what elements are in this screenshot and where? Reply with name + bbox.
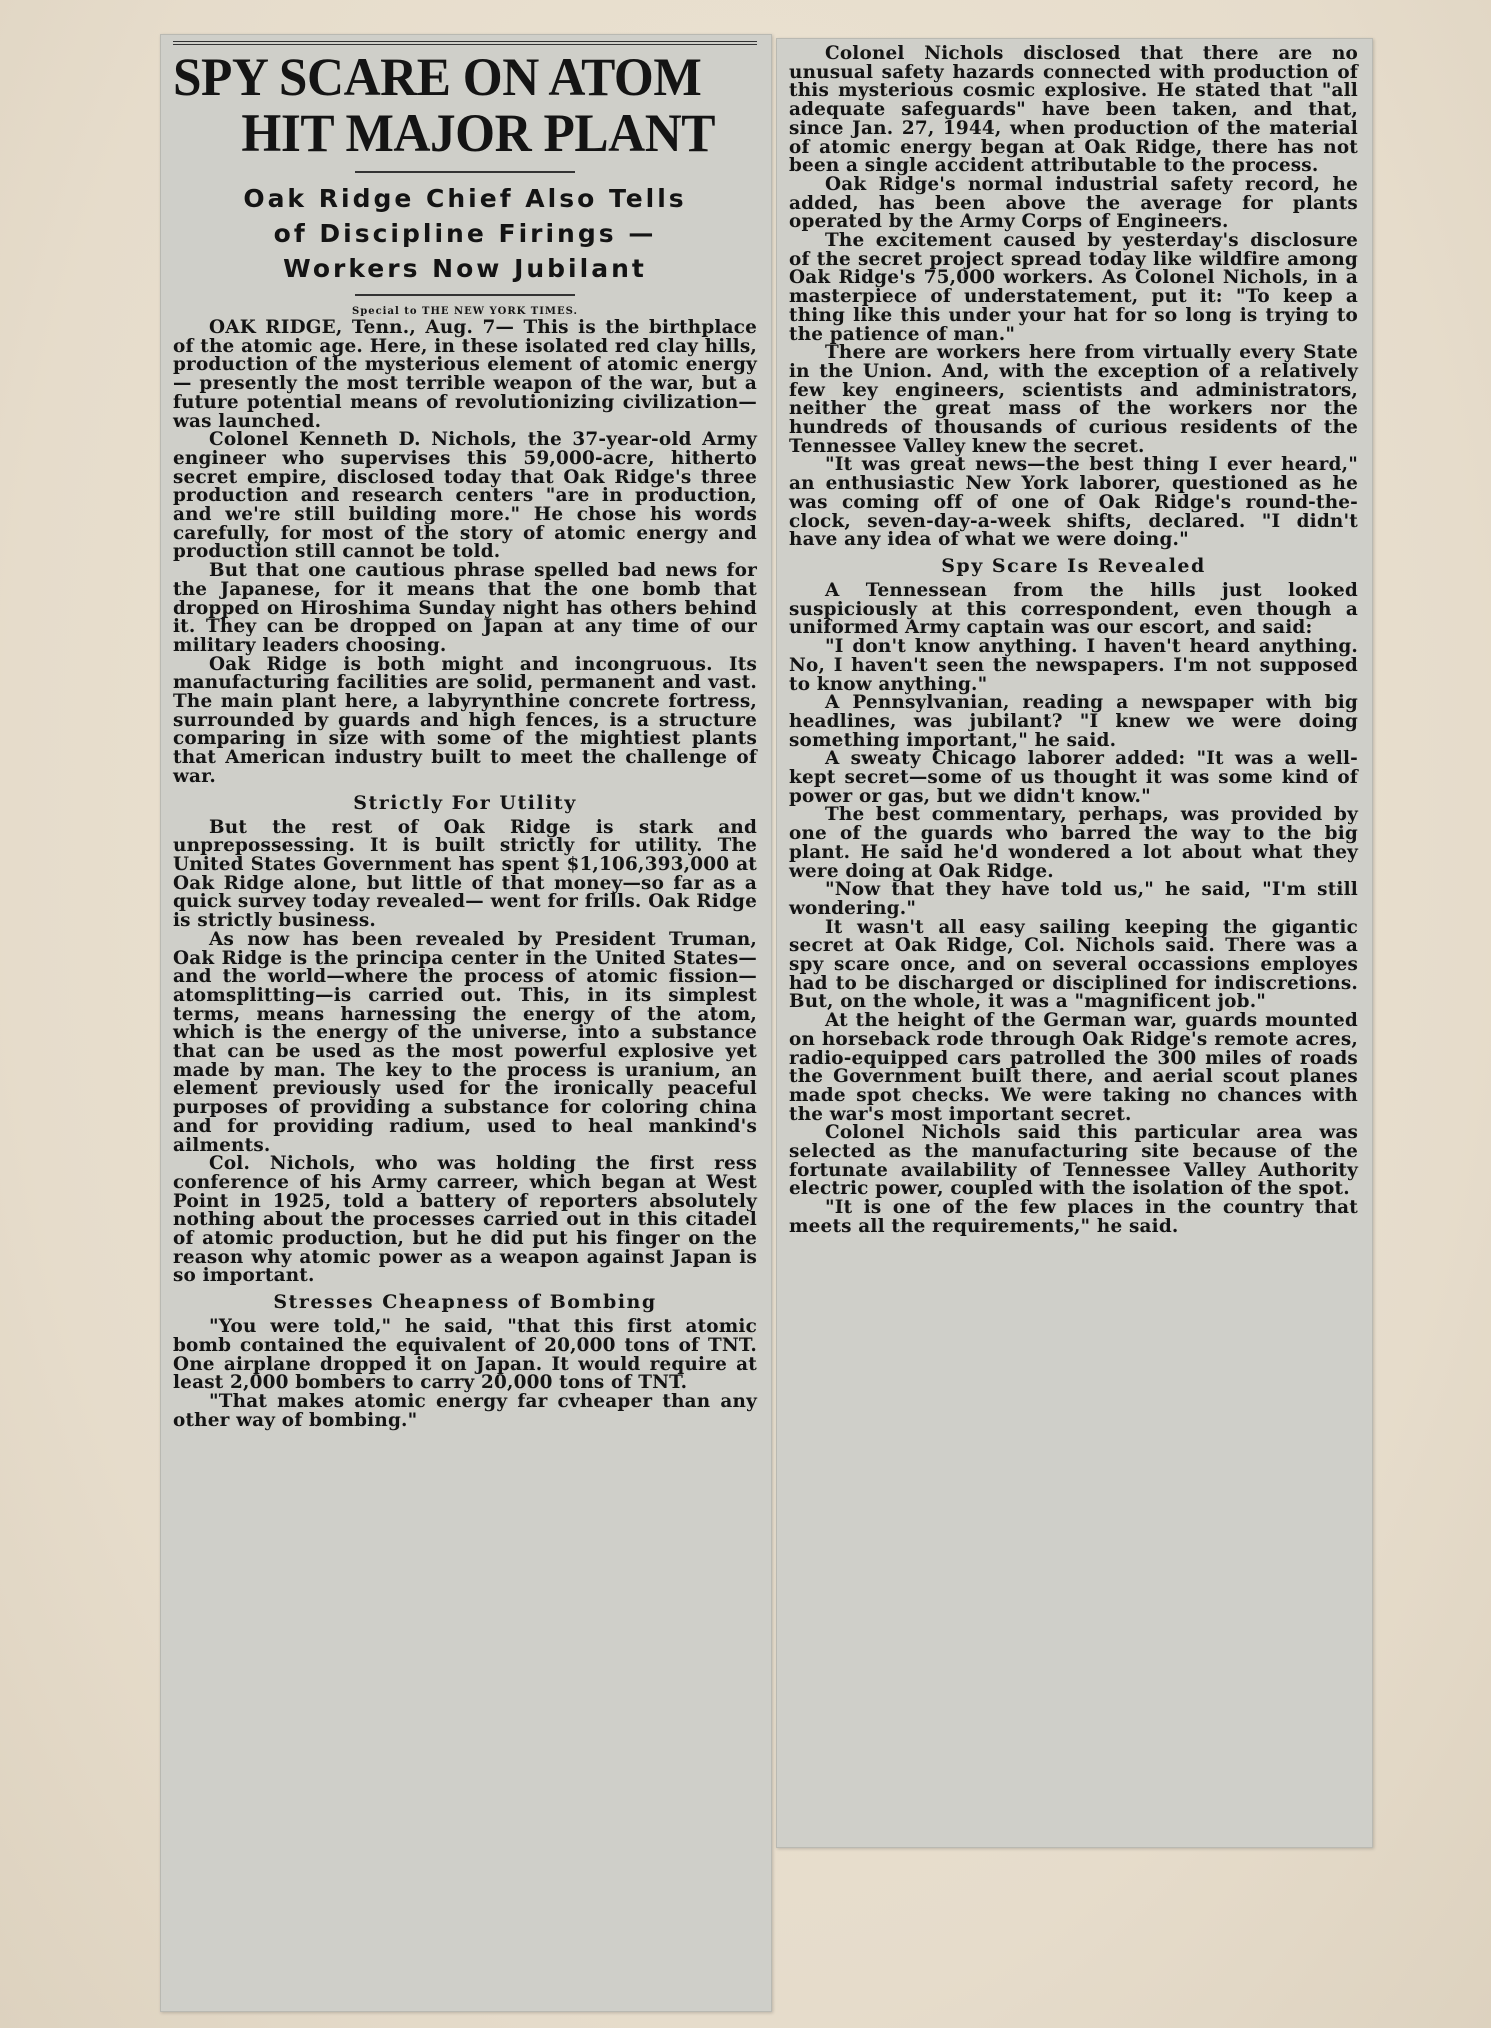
article-paragraph: Colonel Kenneth D. Nichols, the 37-year-old Army engineer who supervises this 59,000-acre, hitherto secret empire, disclosed today that Oak Ridge's three production and research centers "are in production, and we're still building more." He chose his words carefully, for most of the story of atomic energy and production still cannot be told. — [173, 429, 757, 563]
article-paragraph: OAK RIDGE, Tenn., Aug. 7— This is the birthplace of the atomic age. Here, in these isolated red clay hills, production of the mysterious element of atomic energy — presently the most terrible weapon of the war, but a future potential means of revolutionizing civilization—was launched. — [173, 317, 757, 432]
deck-line-2: of Discipline Firings — — [273, 219, 657, 248]
subhead-strictly-for-utility: Strictly For Utility — [353, 791, 577, 814]
top-rule — [173, 41, 757, 45]
article-paragraph: The best commentary, perhaps, was provided by one of the guards who barred the way to the big plant. He said he'd wondered a lot about what they were doing at Oak Ridge. — [789, 804, 1358, 882]
article-paragraph: "It was great news—the best thing I ever heard," an enthusiastic New York laborer, questioned as he was coming off of one of Oak Ridge's round-the-clock, seven-day-a-week shifts, declared. "I didn't have any idea of what we were doing." — [789, 454, 1358, 551]
article-paragraph: "Now that they have told us," he said, "I'm still wondering." — [789, 879, 1358, 919]
article-paragraph: As now has been revealed by President Truman, Oak Ridge is the principa center in the United States—and the world—where the process of atomic fission—atomsplitting—is carried out. This, in its simplest terms, means harnessing the energy of the atom, which is the energy of the universe, into a substance that can be used as the most powerful explosive yet made by man. The key to the process is uranium, an element previously used for the ironically peaceful purposes of providing a substance for coloring china and for providing radium, used to heal mankind's ailments. — [173, 928, 757, 1156]
article-paragraph: At the height of the German war, guards mounted on horseback rode through Oak Ridge's remote acres, radio-equipped cars patrolled the 300 miles of roads the Government built there, and aerial scout planes made spot checks. We were taking no chances with the war's most important secret. — [789, 1010, 1358, 1125]
article-paragraph: It wasn't all easy sailing keeping the gigantic secret at Oak Ridge, Col. Nichols said. There was a spy scare once, and on several occassions employes had to be discharged or disciplined for indiscretions. But, on the whole, it was a "magnificent job." — [789, 916, 1358, 1013]
subhead-spy-scare-revealed: Spy Scare Is Revealed — [941, 554, 1206, 577]
article-paragraph: A Tennessean from the hills just looked suspiciously at this correspondent, even though a uniformed Army captain was our escort, and said: — [789, 579, 1358, 639]
subhead-cheapness-of-bombing: Stresses Cheapness of Bombing — [273, 1291, 657, 1314]
clipping-left-column — [160, 34, 772, 2012]
article-paragraph: A Pennsylvanian, reading a newspaper with big headlines, was jubilant? "I knew we were doing something important," he said. — [789, 692, 1358, 751]
headline-divider — [355, 171, 575, 173]
article-paragraph: There are workers here from virtually every State in the Union. And, with the exception of a relatively few key engineers, scientists and administrators, neither the great mass of the workers nor the hundreds of thousands of curious residents of the Tennessee Valley knew the secret. — [789, 342, 1358, 457]
article-paragraph: A sweaty Chicago laborer added: "It was a well-kept secret—some of us thought it was some kind of power or gas, but we didn't know." — [789, 748, 1358, 807]
article-paragraph: The excitement caused by yesterday's disclosure of the secret project spread today like wildfire among Oak Ridge's 75,000 workers. As Colonel Nichols, in a masterpiece of understatement, put it: "To keep a thing like this under your hat for so long is trying to the patience of man." — [789, 230, 1358, 345]
article-paragraph: "You were told," he said, "that this first atomic bomb contained the equivalent of 20,000 tons of TNT. One airplane dropped it on Japan. It would require at least 2,000 bombers to carry 20,000 tons of TNT. — [173, 1316, 757, 1394]
headline-line-1: SPY SCARE ON ATOM — [173, 47, 702, 107]
headline-line-2: HIT MAJOR PLANT — [241, 103, 716, 163]
article-paragraph: "It is one of the few places in the country that meets all the requirements," he said. — [789, 1197, 1358, 1237]
article-paragraph: "I don't know anything. I haven't heard anything. No, I haven't seen the newspapers. I'm not supposed to know anything." — [789, 636, 1358, 695]
deck-line-1: Oak Ridge Chief Also Tells — [243, 184, 687, 213]
clipping-right-column — [776, 38, 1373, 1848]
deck-divider — [355, 294, 575, 296]
article-paragraph: Oak Ridge is both might and incongruous. Its manufacturing facilities are solid, permanent and vast. The main plant here, a labyrynthine concrete fortress, surrounded by guards and high fences, is a structure comparing in size with some of the mightiest plants that American industry built to meet the challenge of war. — [173, 653, 757, 787]
article-paragraph: "That makes atomic energy far cvheaper than any other way of bombing." — [173, 1390, 757, 1431]
article-paragraph: Colonel Nichols disclosed that there are no unusual safety hazards connected with production of this mysterious cosmic explosive. He stated that "all adequate safeguards" have been taken, and that, since Jan. 27, 1944, when production of the material of atomic energy began at Oak Ridge, there has not been a single accident attributable to the process. — [789, 43, 1358, 177]
special-label: Special to THE NEW YORK TIMES. — [352, 306, 578, 317]
article-paragraph: Oak Ridge's normal industrial safety record, he added, has been above the average for plants operated by the Army Corps of Engineers. — [789, 173, 1358, 233]
article-paragraph: But the rest of Oak Ridge is stark and unprepossessing. It is built strictly for utility. The United States Government has spent $1,106,393,000 at Oak Ridge alone, but little of that money—so far as a quick survey today revealed— went for frills. Oak Ridge is strictly business. — [173, 816, 757, 932]
article-paragraph: Col. Nichols, who was holding the first ress conference of his Army carreer, which began at West Point in 1925, told a battery of reporters absolutely nothing about the processes carried out in this citadel of atomic production, but he did put his finger on the reason why atomic power as a weapon against Japan is so important. — [173, 1153, 757, 1287]
deck-line-3: Workers Now Jubilant — [283, 254, 647, 283]
article-paragraph: Colonel Nichols said this particular area was selected as the manufacturing site because of the fortunate availability of Tennessee Valley Authority electric power, coupled with the isolation of the spot. — [789, 1122, 1358, 1200]
article-paragraph: But that one cautious phrase spelled bad news for the Japanese, for it means that the one bomb that dropped on Hiroshima Sunday night has others behind it. They can be dropped on Japan at any time of our military leaders choosing. — [173, 560, 757, 656]
